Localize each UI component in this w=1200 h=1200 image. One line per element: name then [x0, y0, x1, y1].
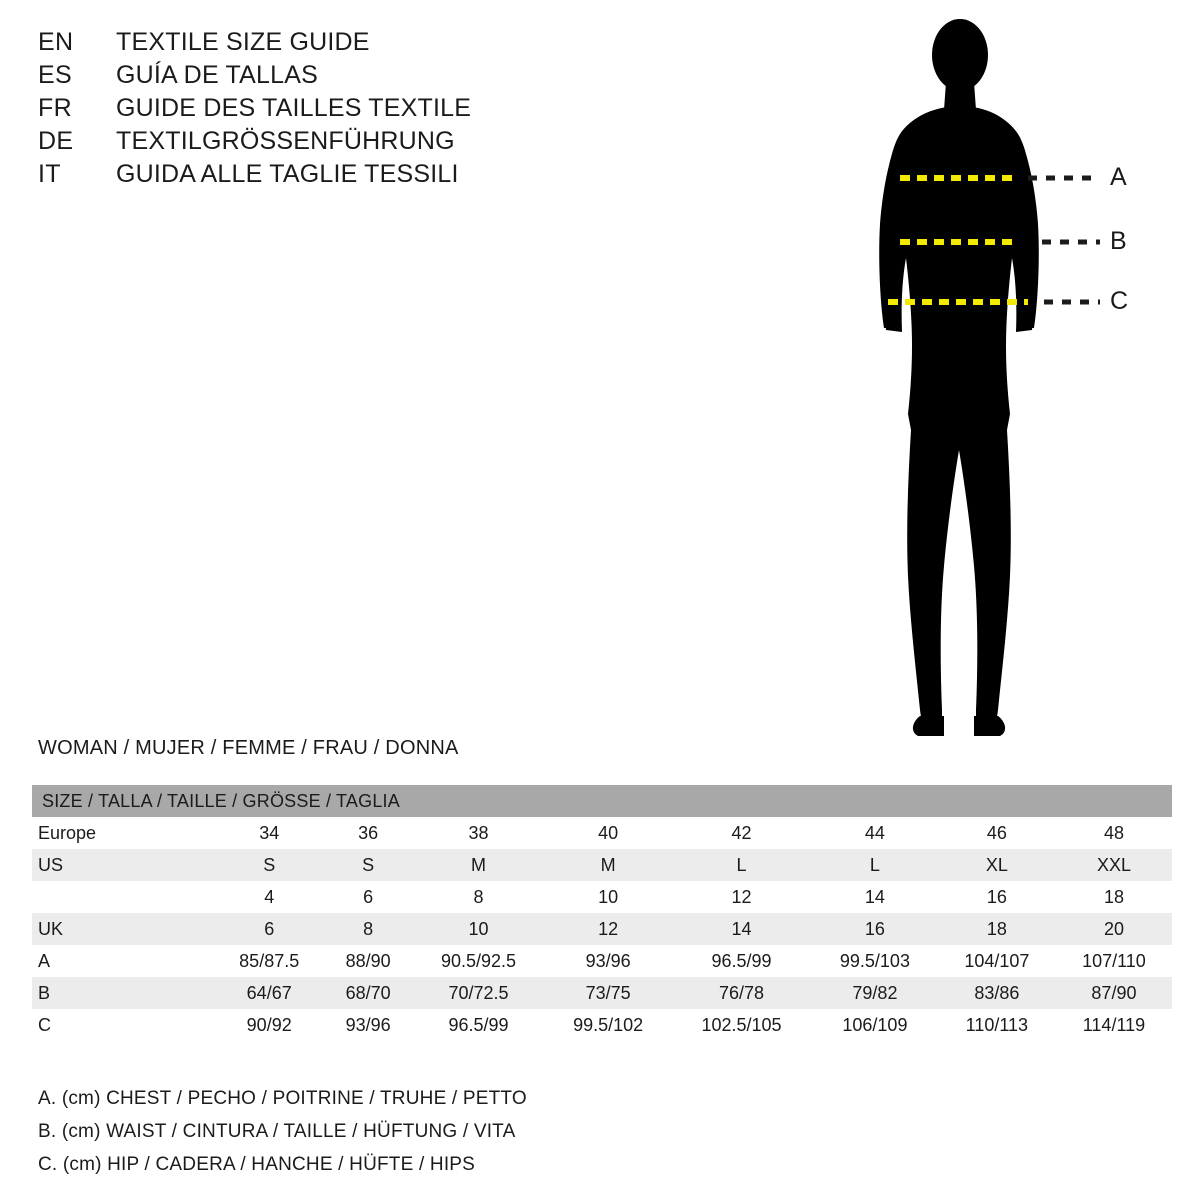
cell: 14	[864, 886, 885, 907]
cell: 42	[731, 822, 752, 843]
cell: 87/90	[1091, 982, 1137, 1003]
footnote-b: B. (cm) WAIST / CINTURA / TAILLE / HÜFTUNG / VITA	[38, 1121, 516, 1142]
table-header-row	[32, 785, 1172, 817]
cell: M	[600, 854, 616, 875]
cell: 68/70	[345, 982, 391, 1003]
cell: S	[362, 854, 375, 875]
cell: 96.5/99	[448, 1014, 509, 1035]
footnote-a: A. (cm) CHEST / PECHO / POITRINE / TRUHE / PETTO	[38, 1088, 527, 1109]
cell: 114/119	[1082, 1014, 1146, 1035]
row-label-uk: UK	[38, 918, 64, 939]
table-row	[32, 945, 1172, 977]
title-lang-en: EN	[38, 28, 74, 56]
title-row-it	[38, 160, 598, 189]
title-text-en: TEXTILE SIZE GUIDE	[116, 28, 370, 56]
table-header-label: SIZE / TALLA / TAILLE / GRÖSSE / TAGLIA	[42, 790, 400, 811]
cell: 99.5/102	[573, 1014, 644, 1035]
cell: 10	[468, 918, 489, 939]
footnotes	[38, 1088, 527, 1187]
cell: 20	[1103, 918, 1124, 939]
cell: 38	[468, 822, 489, 843]
cell: 18	[1103, 886, 1124, 907]
cell: 70/72.5	[448, 982, 509, 1003]
cell: 79/82	[852, 982, 898, 1003]
cell: 8	[473, 886, 484, 907]
title-text-de: TEXTILGRÖSSENFÜHRUNG	[116, 127, 455, 155]
table-row	[32, 1009, 1172, 1041]
cell: 44	[864, 822, 885, 843]
size-table-wrapper	[32, 785, 1172, 1041]
row-label-c: C	[38, 1014, 51, 1035]
table-row	[32, 913, 1172, 945]
cell: 36	[358, 822, 379, 843]
cell: XXL	[1096, 854, 1131, 875]
cell: XL	[985, 854, 1008, 875]
size-table	[32, 785, 1172, 1041]
title-lang-fr: FR	[38, 94, 72, 122]
cell: 16	[864, 918, 885, 939]
cell: 46	[986, 822, 1007, 843]
measure-letter-c: C	[1110, 287, 1129, 315]
title-row-es	[38, 61, 598, 90]
cell: 34	[259, 822, 280, 843]
title-row-de	[38, 127, 598, 156]
measure-letter-a: A	[1110, 163, 1127, 191]
title-row-en	[38, 28, 598, 57]
row-label-us-numeric	[32, 881, 214, 913]
cell: 73/75	[585, 982, 631, 1003]
title-block	[38, 28, 598, 193]
row-label-europe: Europe	[38, 822, 97, 843]
row-label-a: A	[38, 950, 51, 971]
cell: 12	[731, 886, 752, 907]
cell: L	[869, 854, 880, 875]
cell: 90.5/92.5	[440, 950, 517, 971]
cell: 76/78	[719, 982, 765, 1003]
cell: 10	[598, 886, 619, 907]
title-lang-de: DE	[38, 127, 74, 155]
cell: 96.5/99	[711, 950, 772, 971]
title-text-it: GUIDA ALLE TAGLIE TESSILI	[116, 160, 459, 188]
cell: 104/107	[964, 950, 1030, 971]
cell: 93/96	[345, 1014, 391, 1035]
title-lang-it: IT	[38, 160, 61, 188]
cell: 64/67	[246, 982, 292, 1003]
footnote-c: C. (cm) HIP / CADERA / HANCHE / HÜFTE / HIPS	[38, 1154, 476, 1175]
cell: 4	[264, 886, 275, 907]
cell: 14	[731, 918, 752, 939]
title-row-fr	[38, 94, 598, 123]
cell: S	[263, 854, 276, 875]
table-row	[32, 817, 1172, 849]
cell: 110/113	[965, 1014, 1029, 1035]
cell: 88/90	[345, 950, 391, 971]
cell: 106/109	[842, 1014, 908, 1035]
cell: 83/86	[974, 982, 1020, 1003]
cell: 93/96	[585, 950, 631, 971]
row-label-b: B	[38, 982, 51, 1003]
cell: 8	[363, 918, 374, 939]
measure-letter-b: B	[1110, 227, 1127, 255]
cell: 85/87.5	[239, 950, 300, 971]
title-text-fr: GUIDE DES TAILLES TEXTILE	[116, 94, 472, 122]
title-lang-es: ES	[38, 61, 72, 89]
cell: L	[736, 854, 747, 875]
cell: 18	[986, 918, 1007, 939]
cell: 40	[598, 822, 619, 843]
cell: 99.5/103	[839, 950, 910, 971]
body-measurement-figure	[760, 10, 1180, 750]
title-text-es: GUÍA DE TALLAS	[116, 61, 318, 89]
cell: 90/92	[246, 1014, 292, 1035]
cell: 102.5/105	[701, 1014, 782, 1035]
table-row	[32, 849, 1172, 881]
cell: M	[471, 854, 487, 875]
cell: 6	[363, 886, 374, 907]
table-row	[32, 977, 1172, 1009]
female-silhouette-icon	[760, 10, 1180, 750]
table-row	[32, 881, 1172, 913]
cell: 12	[598, 918, 619, 939]
cell: 107/110	[1082, 950, 1146, 971]
row-label-us: US	[38, 854, 64, 875]
cell: 16	[986, 886, 1007, 907]
cell: 48	[1103, 822, 1124, 843]
cell: 6	[264, 918, 275, 939]
section-label-woman: WOMAN / MUJER / FEMME / FRAU / DONNA	[38, 737, 459, 759]
